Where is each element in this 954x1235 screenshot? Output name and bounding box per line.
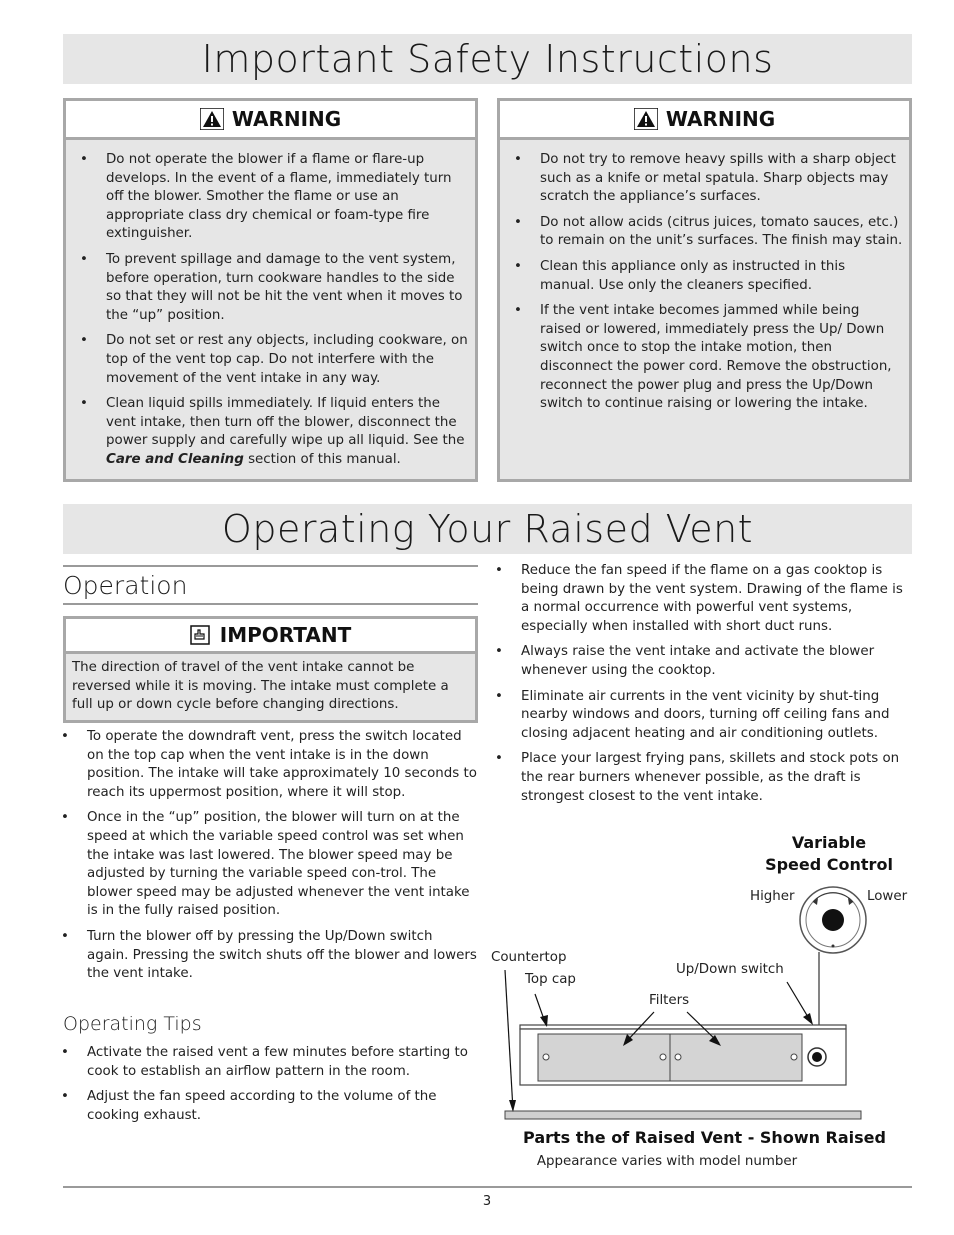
footer-divider (63, 1186, 912, 1188)
warning-header-right (500, 101, 909, 140)
vsc-line1: Variable (791, 833, 867, 852)
vent-drawing (487, 830, 917, 1130)
important-label: IMPORTANT (219, 623, 352, 647)
speed-control-knob (800, 887, 866, 953)
list-item: • Do not try to remove heavy spills with a sharp object such as a knife or metal spatula. Sharp objects may scratch the appliance’s surfaces. (506, 151, 903, 207)
care-cleaning-reference: Care and Cleaning (106, 451, 244, 467)
right-bullets (487, 562, 915, 806)
operation-bullets (53, 728, 478, 984)
list-item: • Do not set or rest any objects, including cookware, on top of the vent top cap. Do not interfere with the movement of the vent intake in any way. (72, 332, 469, 388)
updown-switch-label: Up/Down switch (676, 962, 784, 977)
list-item: • Place your largest frying pans, skillets and stock pots on the rear burners whenever possible, as the draft is strongest closest to the vent intake. (487, 750, 915, 806)
item-text: Clean liquid spills immediately. If liquid enters the vent intake, then turn off the blower, disconnect the power supply and carefully wipe up all liquid. See the (106, 396, 465, 449)
important-text: The direction of travel of the vent intake cannot be reversed while it is moving. The intake must complete a full up or down cycle before changing directions. (72, 660, 449, 713)
warning-triangle-icon (634, 108, 658, 130)
operation-list (53, 728, 478, 991)
right-tips-list (487, 562, 915, 813)
list-item: • Adjust the fan speed according to the volume of the cooking exhaust. (53, 1088, 478, 1125)
list-item: • Turn the blower off by pressing the Up/Down switch again. Pressing the switch shuts off the blower and lowers the vent intake. (53, 928, 478, 984)
list-item: • Always raise the vent intake and activate the blower whenever using the cooktop. (487, 643, 915, 680)
warning-triangle-icon (200, 108, 224, 130)
list-item: • Eliminate air currents in the vent vicinity by shut-ting nearby windows and doors, turning off ceiling fans and closing adjacent heating and air conditioning outlets. (487, 688, 915, 744)
countertop-label: Countertop (491, 950, 567, 965)
operating-tips-list (53, 1044, 478, 1132)
lower-label: Lower (867, 889, 908, 904)
list-item: • Clean this appliance only as instructed in this manual. Use only the cleaners specified. (506, 258, 903, 295)
top-cap-label: Top cap (525, 972, 576, 987)
important-box (63, 616, 478, 723)
page-number: 3 (482, 1194, 492, 1209)
operating-title: Operating Your Raised Vent (63, 504, 912, 554)
hand-note-icon (190, 625, 210, 645)
list-item: • Reduce the fan speed if the flame on a gas cooktop is being drawn by the vent system. Drawing of the flame is a normal occurrence with powerful vent systems, especially when installed with short duct runs. (487, 562, 915, 636)
higher-label: Higher (750, 889, 795, 904)
list-item: • To operate the downdraft vent, press the switch located on the top cap when the vent intake is in the down position. The intake will take approximately 10 seconds to reach its uppermost position, where it will stop. (53, 728, 478, 802)
important-header (66, 619, 475, 654)
operating-tips-heading: Operating Tips (63, 1013, 202, 1035)
list-item: • Do not operate the blower if a flame or flare-up develops. In the event of a flame, immediately turn off the blower. Smother the flame or use an appropriate class dry chemical or foam-type fire extinguisher. (72, 151, 469, 244)
warning-label-right: WARNING (665, 107, 776, 131)
safety-title: Important Safety Instructions (63, 34, 912, 84)
diagram-subcaption: Appearance varies with model number (536, 1154, 798, 1169)
list-item: • Do not allow acids (citrus juices, tomato sauces, etc.) to remain on the unit’s surfaces. The finish may stain. (506, 214, 903, 251)
list-item (72, 395, 469, 469)
warning-list-right (500, 140, 909, 414)
warning-list-left (66, 140, 475, 470)
warning-label-left: WARNING (231, 107, 342, 131)
tips-bullets (53, 1044, 478, 1125)
item-text: section of this manual. (243, 451, 401, 467)
diagram-caption: Parts the of Raised Vent - Shown Raised (523, 1128, 886, 1147)
list-item: • Activate the raised vent a few minutes before starting to cook to establish an airflow pattern in the room. (53, 1044, 478, 1081)
vsc-line2: Speed Control (765, 855, 893, 874)
warning-header-left (66, 101, 475, 140)
list-item: • To prevent spillage and damage to the vent system, before operation, turn cookware handles to the side so that they will not be hit the vent when it moves to the “up” position. (72, 251, 469, 325)
operation-heading: Operation (63, 565, 478, 605)
list-item: • Once in the “up” position, the blower will turn on at the speed at which the variable speed control was set when the intake was last lowered. The blower speed may be adjusted by turning the variable speed con-trol. The blower speed may be adjusted whenever the vent intake is in the fully raised position. (53, 809, 478, 921)
filters-label: Filters (649, 993, 690, 1008)
list-item: • If the vent intake becomes jammed while being raised or lowered, immediately press the Up/ Down switch once to stop the intake motion, then disconnect the power cord. Remove the obstruction, reconnect the power plug and press the Up/Down switch to continue raising or lowering the intake. (506, 302, 903, 414)
warning-box-right (497, 98, 912, 482)
warning-box-left (63, 98, 478, 482)
